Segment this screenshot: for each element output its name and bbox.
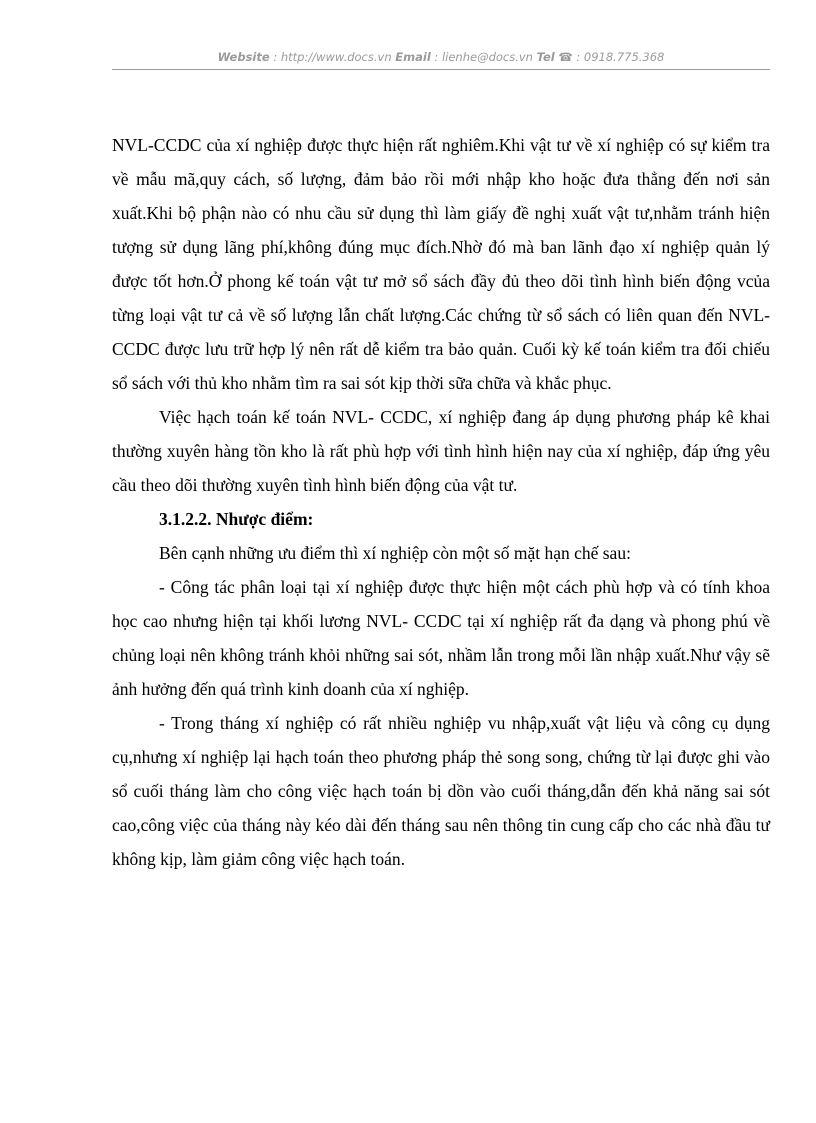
paragraph-weaknesses-intro: Bên cạnh những ưu điểm thì xí nghiệp còn một số mặt hạn chế sau: (159, 543, 631, 563)
document-body (112, 128, 770, 876)
email-value: : lienhe@docs.vn (430, 50, 537, 64)
tel-value: ☎ : 0918.775.368 (554, 50, 665, 64)
tel-label: Tel (536, 50, 555, 64)
header-divider (112, 69, 770, 70)
email-label: Email (395, 50, 431, 64)
paragraph-weakness-classification: - Công tác phân loại tại xí nghiệp được thực hiện một cách phù hợp và có tính khoa học cao nhưng hiện tại khối lương NVL- CCDC tại xí nghiệp rất đa dạng và phong phú về chủng loại nên không tránh khỏi những sai sót, nhầm lẫn trong mỗi lần nhập xuất.Như vậy sẽ ảnh hưởng đến quá trình kinh doanh của xí nghiệp. (112, 577, 770, 699)
paragraph-weakness-bookkeeping: - Trong tháng xí nghiệp có rất nhiều nghiệp vu nhập,xuất vật liệu và công cụ dụng cụ,nhưng xí nghiệp lại hạch toán theo phương pháp thẻ song song, chứng từ lại được ghi vào sổ cuối tháng làm cho công việc hạch toán bị dồn vào cuối tháng,dẫn đến khả năng sai sót cao,công việc của tháng này kéo dài đến tháng sau nên thông tin cung cấp cho các nhà đầu tư không kịp, làm giảm công việc hạch toán. (112, 713, 770, 869)
page-header (112, 50, 770, 64)
website-label: Website (217, 50, 270, 64)
section-heading-weaknesses: 3.1.2.2. Nhược điểm: (159, 509, 314, 529)
paragraph-accounting-method: Việc hạch toán kế toán NVL- CCDC, xí nghiệp đang áp dụng phương pháp kê khai thường xuyên hàng tồn kho là rất phù hợp với tình hình hiện nay của xí nghiệp, đáp ứng yêu cầu theo dõi thường xuyên tình hình biến động của vật tư. (112, 407, 770, 495)
paragraph-strengths-continued: NVL-CCDC của xí nghiệp được thực hiện rất nghiêm.Khi vật tư về xí nghiệp có sự kiểm tra về mẫu mã,quy cách, số lượng, đảm bảo rồi mới nhập kho hoặc đưa thẳng đến nơi sản xuất.Khi bộ phận nào có nhu cầu sử dụng thì làm giấy đề nghị xuất vật tư,nhằm tránh hiện tượng sử dụng lãng phí,không đúng mục đích.Nhờ đó mà ban lãnh đạo xí nghiệp quản lý được tốt hơn.Ở phong kế toán vật tư mở sổ sách đầy đủ theo dõi tình hình biến động vcủa từng loại vật tư cả về số lượng lẫn chất lượng.Các chứng từ sổ sách có liên quan đến NVL-CCDC được lưu trữ hợp lý nên rất dễ kiểm tra bảo quản. Cuối kỳ kế toán kiểm tra đối chiếu sổ sách với thủ kho nhằm tìm ra sai sót kịp thời sữa chữa và khắc phục. (112, 135, 770, 393)
website-value: : http://www.docs.vn (269, 50, 396, 64)
